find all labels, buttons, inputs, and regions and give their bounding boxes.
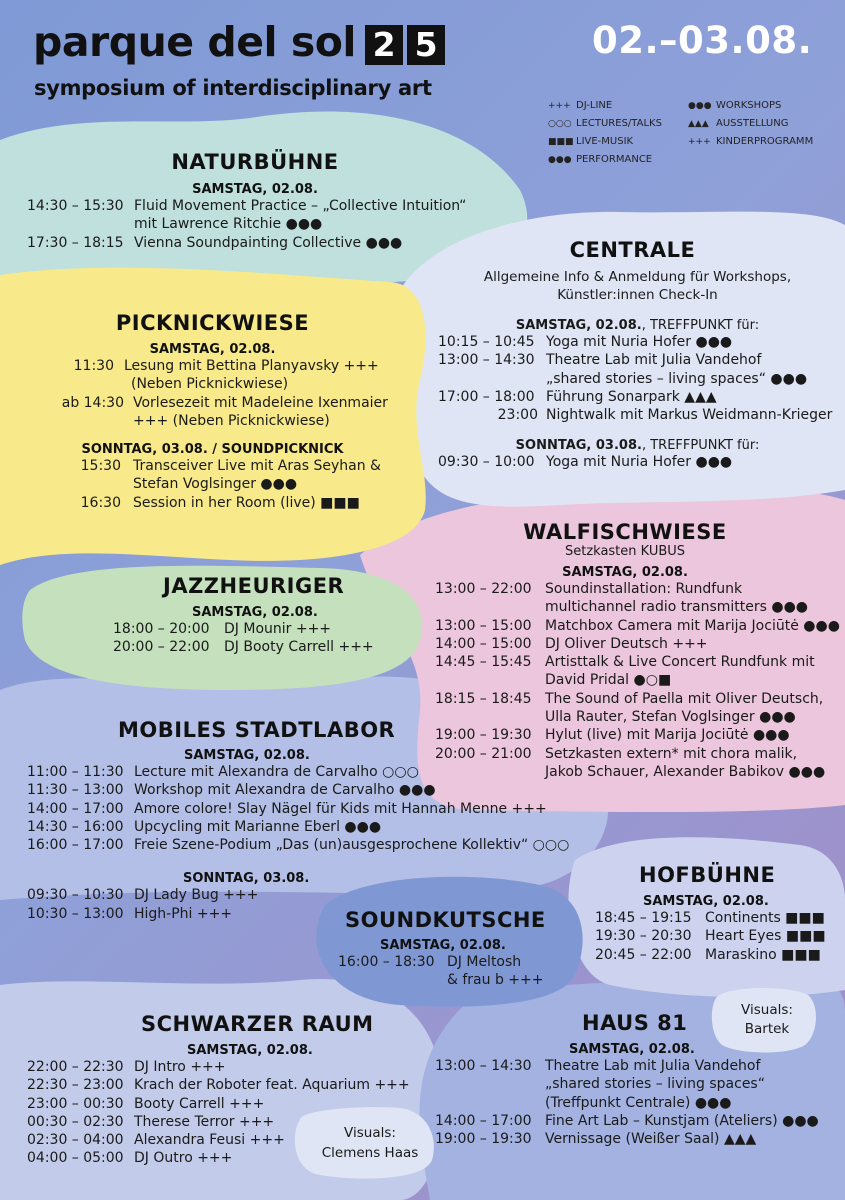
section-title: JAZZHEURIGER — [163, 574, 345, 598]
schedule-row: David Pridal ●○■ — [545, 672, 672, 689]
schedule — [113, 620, 420, 657]
schedule-row: 18:00 – 20:00 DJ Mounir +++ — [113, 621, 332, 637]
schedule-row: 22:00 – 22:30 DJ Intro +++ — [27, 1059, 226, 1075]
section-title: HAUS 81 — [582, 1011, 688, 1035]
visuals-clemens: Visuals: Clemens Haas — [321, 1125, 419, 1161]
legend-item: ●●● PERFORMANCE — [548, 151, 668, 169]
schedule-row: 22:30 – 23:00 Krach der Roboter feat. Aquarium +++ — [27, 1077, 410, 1094]
schedule — [338, 953, 575, 990]
day-label: SONNTAG, 03.08., TREFFPUNKT für: — [515, 438, 760, 454]
legend-item: ●●● WORKSHOPS — [688, 97, 838, 115]
schedule-row: 20:00 – 21:00 Setzkasten extern* mit chora malik, — [435, 745, 798, 762]
legend-col-1 — [548, 97, 668, 169]
schedule-row: 15:30 Transceiver Live mit Aras Seyhan & — [80, 458, 381, 475]
section-title: SCHWARZER RAUM — [141, 1012, 374, 1036]
schedule-row: 23:00 Nightwalk mit Markus Weidmann-Krieger — [497, 407, 833, 424]
walfischwiese-subtitle: Setzkasten KUBUS — [564, 544, 686, 559]
section-soundkutsche — [335, 908, 575, 990]
section-jazzheuriger — [30, 574, 420, 657]
day-label: SAMSTAG, 02.08. — [149, 342, 276, 357]
schedule-row: 10:15 – 10:45 Yoga mit Nuria Hofer ●●● — [438, 334, 733, 350]
schedule-row: 14:45 – 15:45 Artisttalk & Live Concert Rundfunk mit — [435, 654, 815, 671]
schedule-row: 19:00 – 19:30 Hylut (live) mit Marija Jociūtė ●●● — [435, 727, 790, 744]
centrale-info-line-2: Künstler:innen Check-In — [557, 287, 718, 303]
schedule-row: 16:00 – 18:30 DJ Meltosh — [338, 954, 522, 970]
year-digit-2: 5 — [407, 25, 445, 65]
schedule-row: 19:00 – 19:30 Vernissage (Weißer Saal) ▲▲▲ — [435, 1131, 757, 1148]
schedule — [595, 909, 830, 964]
day-label: SAMSTAG, 02.08. — [380, 938, 506, 953]
section-title: CENTRALE — [569, 238, 696, 262]
section-naturbuehne — [0, 150, 520, 252]
schedule — [27, 763, 570, 854]
section-title: WALFISCHWIESE — [523, 520, 727, 544]
schedule — [0, 357, 420, 430]
festival-subtitle: symposium of interdisciplinary art — [34, 76, 432, 100]
day-label: SAMSTAG, 02.08. — [643, 894, 769, 909]
legend-item: +++ DJ-LINE — [548, 97, 668, 115]
schedule-row: 09:30 – 10:30 DJ Lady Bug +++ — [27, 887, 259, 904]
day-label: SAMSTAG, 02.08. — [187, 1043, 313, 1058]
schedule-row: 14:30 – 15:30 Fluid Movement Practice – „Collective Intuition“ — [27, 198, 467, 214]
day-label: SAMSTAG, 02.08. — [184, 748, 310, 763]
schedule-row: 18:45 – 19:15 Continents ■■■ — [595, 910, 825, 926]
schedule-row: 14:00 – 17:00 Amore colore! Slay Nägel für Kids mit Hannah Menne +++ — [27, 800, 547, 817]
legend-item: ▲▲▲ AUSSTELLUNG — [688, 115, 838, 133]
schedule — [438, 453, 845, 471]
schedule-row: „shared stories – living spaces“ ●●● — [546, 370, 808, 387]
section-centrale — [430, 238, 845, 472]
schedule-row: 13:00 – 14:30 Theatre Lab mit Julia Vandehof — [435, 1058, 761, 1074]
schedule-row: 11:30 Lesung mit Bettina Planyavsky +++ — [73, 358, 379, 374]
section-title: MOBILES STADTLABOR — [118, 718, 396, 742]
day-label: SAMSTAG, 02.08. — [569, 1042, 695, 1057]
schedule-row: 16:30 Session in her Room (live) ■■■ — [80, 494, 360, 511]
legend-symbol-workshops: ●●● — [688, 101, 712, 111]
section-picknickwiese — [0, 311, 420, 512]
legend-symbol-dj: +++ — [548, 101, 571, 111]
schedule-row: 17:30 – 18:15 Vienna Soundpainting Collective ●●● — [27, 234, 403, 251]
schedule-row: 14:30 – 16:00 Upcycling mit Marianne Eberl ●●● — [27, 818, 382, 835]
legend-symbol-lectures: ○○○ — [548, 119, 572, 129]
schedule-row: 23:00 – 00:30 Booty Carrell +++ — [27, 1095, 265, 1112]
day-label: SAMSTAG, 02.08. — [192, 605, 318, 620]
legend-symbol-ausstellung: ▲▲▲ — [688, 119, 709, 129]
section-title: SOUNDKUTSCHE — [345, 908, 546, 932]
day-label: SAMSTAG, 02.08. — [192, 182, 318, 197]
schedule-row: 13:00 – 15:00 Matchbox Camera mit Marija Jociūtė ●●● — [435, 617, 840, 634]
schedule-row: 17:00 – 18:00 Führung Sonarpark ▲▲▲ — [438, 388, 717, 405]
legend-symbol-live: ■■■ — [548, 137, 574, 147]
day-label: SONNTAG, 03.08. — [183, 871, 310, 887]
schedule-row: 16:00 – 17:00 Freie Szene-Podium „Das (un)ausgesprochene Kollektiv“ ○○○ — [27, 837, 570, 854]
schedule-row: 14:00 – 15:00 DJ Oliver Deutsch +++ — [435, 635, 708, 652]
year-digit-1: 2 — [365, 25, 403, 65]
section-title: NATURBÜHNE — [171, 150, 339, 174]
schedule-row: 20:00 – 22:00 DJ Booty Carrell +++ — [113, 639, 374, 656]
section-title: HOFBÜHNE — [639, 863, 776, 887]
schedule-row: +++ (Neben Picknickwiese) — [133, 412, 330, 429]
schedule-row: 10:30 – 13:00 High-Phi +++ — [27, 905, 233, 922]
legend-item: ○○○ LECTURES/TALKS — [548, 115, 668, 133]
schedule-row: (Treffpunkt Centrale) ●●● — [545, 1094, 732, 1111]
schedule-row: 20:45 – 22:00 Maraskino ■■■ — [595, 946, 821, 963]
schedule-row: 02:30 – 04:00 Alexandra Feusi +++ — [27, 1132, 285, 1149]
festival-dates: 02.–03.08. — [592, 19, 813, 62]
schedule-row: „shared stories – living spaces“ — [545, 1076, 765, 1093]
schedule-row: 00:30 – 02:30 Therese Terror +++ — [27, 1113, 275, 1130]
legend-symbol-kinder: +++ — [688, 137, 711, 147]
schedule-row: 13:00 – 22:00 Soundinstallation: Rundfunk — [435, 581, 743, 597]
schedule-row: 19:30 – 20:30 Heart Eyes ■■■ — [595, 928, 826, 945]
legend-item: +++ KINDERPROGRAMM — [688, 133, 838, 151]
schedule-row: 18:15 – 18:45 The Sound of Paella mit Oliver Deutsch, — [435, 690, 824, 707]
schedule-row: ab 14:30 Vorlesezeit mit Madeleine Ixenmaier — [61, 394, 388, 411]
schedule-row: 11:30 – 13:00 Workshop mit Alexandra de Carvalho ●●● — [27, 782, 436, 799]
festival-title: parque del sol — [33, 18, 356, 66]
section-hofbuehne — [590, 863, 830, 964]
section-title: PICKNICKWIESE — [115, 311, 310, 335]
visuals-bartek: Visuals: Bartek — [741, 1002, 793, 1037]
schedule-row: Jakob Schauer, Alexander Babikov ●●● — [545, 763, 826, 780]
schedule — [438, 333, 845, 424]
schedule-row: & frau b +++ — [447, 972, 544, 989]
day-label: SONNTAG, 03.08. / SOUNDPICKNICK — [81, 442, 344, 458]
legend-col-2 — [688, 97, 838, 151]
schedule-row: mit Lawrence Ritchie ●●● — [134, 216, 323, 233]
schedule-row: 11:00 – 11:30 Lecture mit Alexandra de Carvalho ○○○ — [27, 764, 419, 780]
schedule-row: 14:00 – 17:00 Fine Art Lab – Kunstjam (Ateliers) ●●● — [435, 1112, 819, 1129]
schedule-row: (Neben Picknickwiese) — [131, 376, 289, 393]
day-label: SAMSTAG, 02.08. — [562, 565, 688, 580]
header — [33, 18, 445, 66]
schedule — [435, 1057, 845, 1148]
schedule-row: 09:30 – 10:00 Yoga mit Nuria Hofer ●●● — [438, 454, 733, 471]
centrale-info-line-1: Allgemeine Info & Anmeldung für Workshops, — [483, 269, 792, 285]
schedule-row: 04:00 – 05:00 DJ Outro +++ — [27, 1150, 233, 1167]
schedule-row: Stefan Voglsinger ●●● — [133, 476, 298, 493]
schedule-row: multichannel radio transmitters ●●● — [545, 599, 809, 616]
day-label: SAMSTAG, 02.08., TREFFPUNKT für: — [515, 318, 760, 333]
legend-item: ■■■ LIVE-MUSIK — [548, 133, 668, 151]
legend-symbol-performance: ●●● — [548, 155, 572, 165]
schedule-row: 13:00 – 14:30 Theatre Lab mit Julia Vandehof — [438, 352, 762, 369]
schedule — [0, 457, 420, 512]
schedule-row: Ulla Rauter, Stefan Voglsinger ●●● — [545, 709, 796, 726]
section-mobiles-stadtlabor — [0, 718, 570, 923]
